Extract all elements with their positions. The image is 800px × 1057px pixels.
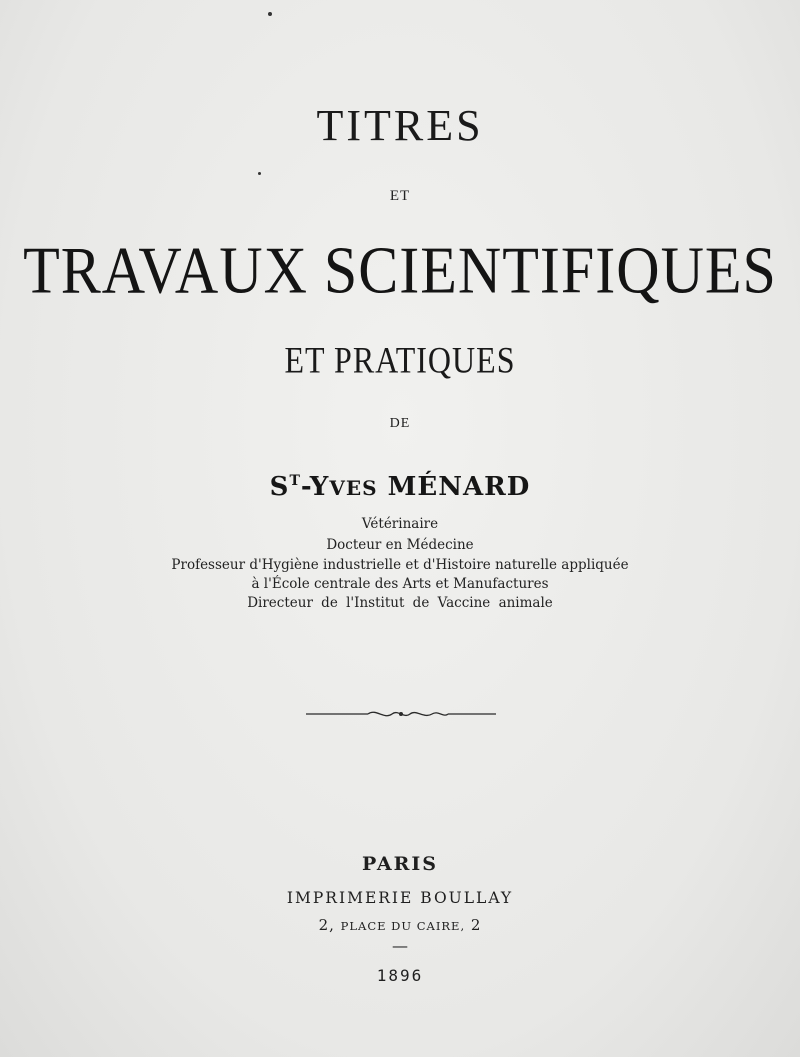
qualification-line: à l'École centrale des Arts et Manufactures [251,576,549,592]
separator-dash: — [392,936,408,955]
author-prefix: S [269,472,290,502]
printer-address [0,916,800,934]
qualification-line: Docteur en Médecine [326,537,474,553]
title-line-2: TRAVAUX SCIENTIFIQUES [23,233,777,308]
qualification-line: Professeur d'Hygiène industrielle et d'Histoire naturelle appliquée [171,557,629,573]
author-name [0,472,800,502]
ornamental-rule-icon [306,704,496,724]
author-given-initial: -Y [300,472,330,502]
printer-name: IMPRIMERIE BOULLAY [286,889,514,907]
print-speck [268,12,272,16]
qualification-line: Vétérinaire [361,516,439,532]
qualification-line: Directeur de l'Institut de Vaccine animale [247,595,553,611]
preposition-de: DE [389,416,411,431]
address-number: 2 [470,916,482,934]
address-street: PLACE DU CAIRE, [340,919,466,933]
publication-year: 1896 [376,966,424,985]
print-speck [258,172,261,175]
title-line-3: ET PRATIQUES [284,339,516,381]
title-conjunction: ET [389,188,411,204]
author-surname: MÉNARD [387,472,531,502]
title-line-1: TITRES [316,101,484,150]
author-prefix-sup: T [289,473,301,489]
address-number: 2, [318,916,335,934]
author-given-rest: VES [329,476,378,500]
publication-city: PARIS [361,853,439,875]
